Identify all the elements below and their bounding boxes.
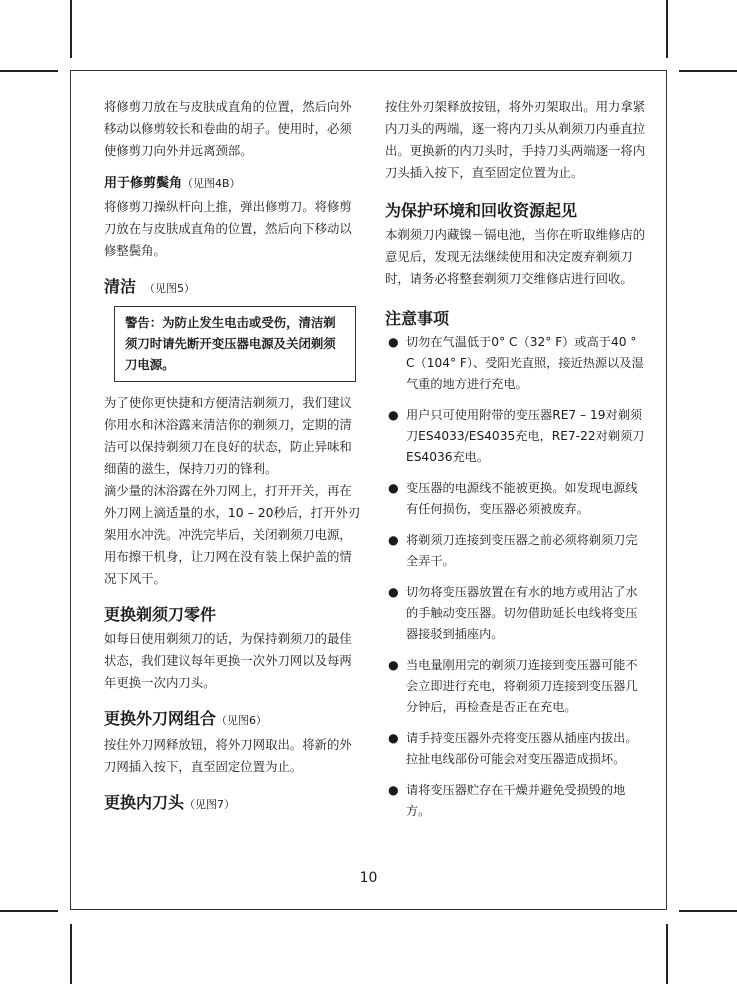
- sideburns-heading: [104, 172, 362, 196]
- inner-blade-ref: （见图7）: [184, 798, 236, 811]
- crop-mark: [679, 910, 737, 912]
- crop-mark: [666, 924, 668, 984]
- notes-heading: 注意事项: [385, 309, 450, 328]
- warning-box: 警告：为防止发生电击或受伤，清洁剃须刀时请先断开变压器电源及关闭剃须刀电源。: [114, 306, 356, 382]
- bullet-icon: ●: [388, 481, 399, 495]
- sideburns-ref: （见图4B）: [182, 177, 241, 190]
- list-item: ● 用户只可使用附带的变压器RE7 – 19对剃须刀ES4033/ES4035充电，RE7-22对剃须刀ES4036充电。: [385, 405, 647, 468]
- page-number: 10: [359, 870, 378, 886]
- inner-blade-heading: [104, 790, 362, 818]
- sideburns-title: 用于修剪鬓角: [104, 176, 183, 191]
- bullet-icon: ●: [388, 585, 399, 599]
- environment-heading: 为保护环境和回收资源起见: [385, 201, 578, 220]
- inner-blade-text: 按住外刃架释放按钮，将外刃架取出。用力拿紧内刀头的两端，逐一将内刀头从剃须刀内垂直拉出。更换新的内刀头时，手持刀头两端逐一将内刀头插入按下，直至固定位置为止。: [385, 99, 646, 180]
- environment-text: 本剃须刀内藏镍－镉电池，当你在听取维修店的意见后，发现无法继续使用和决定废弃剃须刀时，请务必将整套剃须刀交维修店进行回收。: [385, 227, 646, 286]
- list-item: ● 当电量刚用完的剃须刀连接到变压器可能不会立即进行充电，将剃须刀连接到变压器几分钟后，再检查是否正在充电。: [385, 655, 647, 718]
- bullet-icon: ●: [388, 335, 399, 349]
- bullet-icon: ●: [388, 783, 399, 797]
- sideburns-text: 将修剪刀操纵杆向上推，弹出修剪刀。将修剪刀放在与皮肤成直角的位置，然后向下移动以修整鬓角。: [104, 199, 352, 258]
- outer-foil-ref: （见图6）: [216, 714, 268, 727]
- right-column: [385, 96, 647, 832]
- bullet-icon: ●: [388, 731, 399, 745]
- list-item: ● 请手持变压器外壳将变压器从插座内拔出。拉扯电线部份可能会对变压器造成损坏。: [385, 728, 647, 770]
- crop-mark: [666, 0, 668, 58]
- cleaning-ref: （见图5）: [144, 282, 196, 295]
- bullet-icon: ●: [388, 658, 399, 672]
- bullet-icon: ●: [388, 533, 399, 547]
- notes-list: [385, 332, 647, 822]
- left-column: [104, 96, 362, 818]
- list-item: ● 变压器的电源线不能被更换。如发现电源线有任何损伤，变压器必须被废弃。: [385, 478, 647, 520]
- parts-text: 如每日使用剃须刀的话，为保持剃须刀的最佳状态，我们建议每年更换一次外刀网以及每两年更换一次内刀头。: [104, 631, 352, 690]
- bullet-icon: ●: [388, 408, 399, 422]
- outer-foil-title: 更换外刀网组合: [104, 709, 217, 728]
- crop-mark: [679, 70, 737, 72]
- cleaning-heading: [104, 274, 362, 302]
- crop-mark: [0, 70, 58, 72]
- list-item: ● 请将变压器贮存在干燥并避免受损毁的地方。: [385, 780, 647, 822]
- crop-mark: [0, 910, 58, 912]
- inner-blade-title: 更换内刀头: [104, 793, 185, 812]
- outer-foil-text: 按住外刀网释放钮，将外刀网取出。将新的外刀网插入按下，直至固定位置为止。: [104, 737, 352, 774]
- outer-foil-heading: [104, 706, 362, 734]
- parts-heading: 更换剃须刀零件: [104, 605, 217, 624]
- list-item: ● 切勿将变压器放置在有水的地方或用沾了水的手触动变压器。切勿借助延长电线将变压器接驳到插座内。: [385, 582, 647, 645]
- list-item: ● 切勿在气温低于0° C（32° F）或高于40 ° C（104° F）、受阳光直照，接近热源以及湿气重的地方进行充电。: [385, 332, 647, 395]
- crop-mark: [70, 924, 72, 984]
- cleaning-text-1: 为了使你更快捷和方便清洁剃须刀，我们建议你用水和沐浴露来清洁你的剃须刀，定期的清洁可以保持剃须刀在良好的状态，防止异味和细菌的滋生，保持刀刃的锋利。: [104, 395, 352, 476]
- crop-mark: [70, 0, 72, 58]
- cleaning-title: 清洁: [104, 277, 137, 296]
- cleaning-text-2: 滴少量的沐浴露在外刀网上，打开开关，再在外刀网上滴适量的水，10 – 20秒后，打开外刃架用水冲洗。冲洗完毕后，关闭剃须刀电源，用布擦干机身，让刀网在没有装上保护盖的情况下风干。: [104, 483, 361, 586]
- list-item: ● 将剃须刀连接到变压器之前必须将剃须刀完全弄干。: [385, 530, 647, 572]
- trimmer-intro-text: 将修剪刀放在与皮肤成直角的位置，然后向外移动以修剪较长和卷曲的胡子。使用时，必须使修剪刀向外并远离颈部。: [104, 99, 352, 158]
